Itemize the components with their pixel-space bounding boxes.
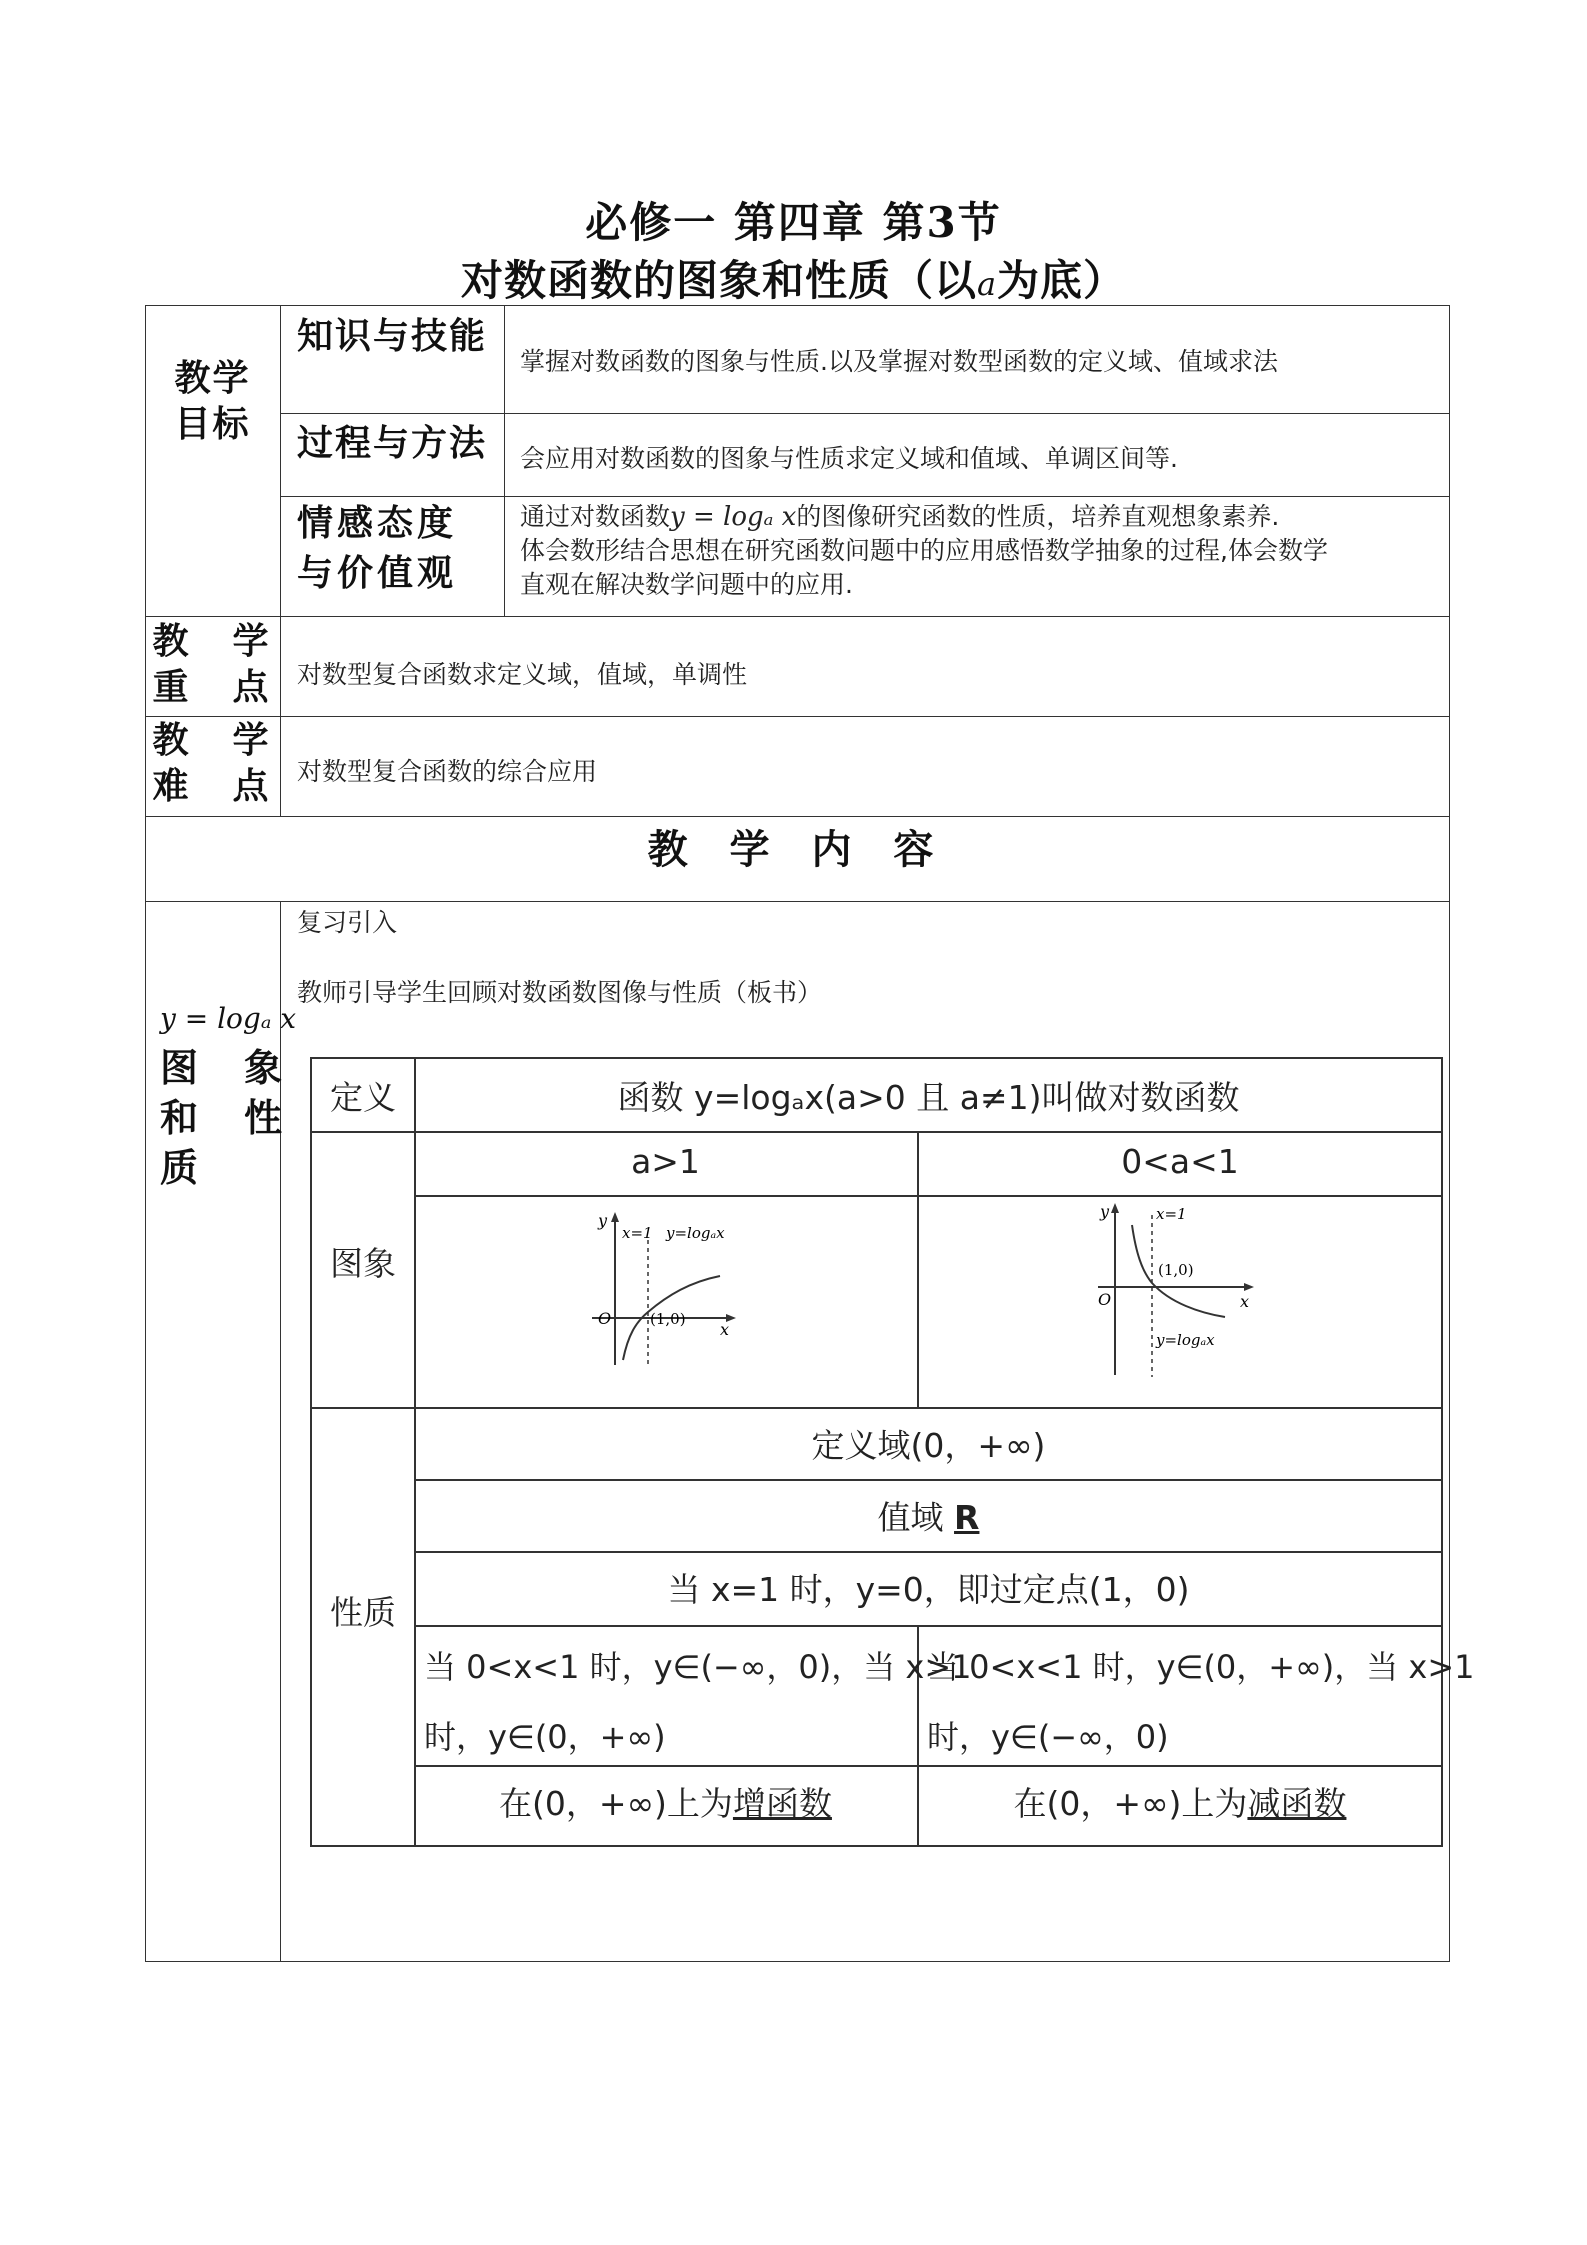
difficulty-text: 对数型复合函数的综合应用 [297, 757, 598, 786]
case-a-lt-1: 0<a<1 [1121, 1142, 1239, 1181]
graph1-vline-label: x=1 [622, 1224, 653, 1242]
graph2-vline-label: x=1 [1156, 1205, 1187, 1223]
graph2-x-arrow [1244, 1283, 1254, 1291]
board-line-4 [414, 1479, 1443, 1481]
subtitle-prefix: 对数函数的图象和性质（以 [460, 256, 977, 305]
range-text [414, 1492, 1443, 1539]
emotion-formula: y = logₐ x [670, 502, 797, 532]
graph1-curve-label: y=logₐx [666, 1224, 725, 1242]
section-label [160, 1043, 286, 1193]
difficulty-label [145, 717, 280, 809]
graph1-y-label: y [598, 1211, 608, 1230]
graph2-x-label: x [1240, 1292, 1250, 1311]
row-line-b [280, 496, 1450, 497]
fixed-point-text: 当 x=1 时，y=0，即过定点(1，0) [667, 1570, 1190, 1609]
graph2-point-label: (1,0) [1158, 1261, 1194, 1279]
emotion-text1-suffix: 的图像研究函数的性质，培养直观想象素养. [796, 502, 1280, 531]
emotion-label-line1: 情感态度 [297, 502, 458, 544]
prop2-line1: 当 0<x<1 时，y∈(0，+∞)，当 x>1 [927, 1648, 1475, 1686]
mono2-value: 减函数 [1247, 1784, 1347, 1823]
col-divider-2 [504, 305, 505, 616]
case-a-gt-1: a>1 [631, 1142, 700, 1181]
board-line-6 [414, 1625, 1443, 1627]
prop1-text [424, 1632, 972, 1772]
knowledge-label: 知识与技能 [297, 315, 488, 357]
content-header: 教 学 内 容 [647, 826, 948, 873]
focus-label-line1: 教 学 [152, 620, 273, 662]
domain-text: 定义域(0，+∞) [811, 1426, 1046, 1465]
process-label: 过程与方法 [297, 422, 488, 464]
graph2-y-label: y [1100, 1202, 1110, 1221]
goals-label [145, 355, 280, 447]
process-text: 会应用对数函数的图象与性质求定义域和值域、单调区间等. [520, 444, 1178, 473]
section-formula: y = logₐ x [160, 1002, 297, 1035]
row-line-c [145, 616, 1450, 617]
graph1-origin: O [598, 1309, 612, 1328]
graph1-x-label: x [720, 1320, 730, 1339]
def-text: 函数 y=logₐx(a>0 且 a≠1)叫做对数函数 [617, 1078, 1240, 1117]
mono1-prefix: 在(0，+∞)上为 [499, 1784, 733, 1823]
row-line-f [145, 901, 1450, 902]
prop-label: 性质 [330, 1593, 396, 1632]
subtitle-var: a [976, 265, 998, 303]
prop1-line2: 时，y∈(0，+∞) [424, 1718, 666, 1756]
row-line-a [280, 413, 1450, 414]
graph2-curve-label: y=logₐx [1156, 1331, 1215, 1349]
emotion-label [297, 498, 457, 598]
range-prefix: 值域 [877, 1498, 955, 1537]
section-label-line3: 质 [160, 1145, 203, 1190]
graph1-y-arrow [611, 1212, 619, 1222]
mono1-value: 增函数 [732, 1784, 832, 1823]
emotion-label-line2: 与价值观 [297, 552, 458, 594]
board-line-3 [310, 1407, 1443, 1409]
graph-decreasing [1090, 1195, 1270, 1385]
graph2-y-arrow [1111, 1203, 1119, 1213]
focus-text: 对数型复合函数求定义域，值域，单调性 [297, 660, 748, 689]
row-line-e [145, 816, 1450, 817]
page-subtitle [0, 248, 1587, 308]
page-title: 必修一 第四章 第3节 [585, 198, 1002, 247]
range-value: R [954, 1498, 980, 1537]
difficulty-label-line2: 难 点 [152, 765, 273, 807]
knowledge-text: 掌握对数函数的图象与性质.以及掌握对数型函数的定义域、值域求法 [520, 347, 1278, 376]
prop2-text [927, 1632, 1475, 1772]
board-line-1 [310, 1131, 1443, 1133]
difficulty-label-line1: 教 学 [152, 719, 273, 761]
guide-text: 教师引导学生回顾对数函数图像与性质（板书） [297, 978, 823, 1007]
emotion-text [520, 500, 1440, 602]
subtitle-suffix: 为底） [997, 256, 1127, 305]
graph2-origin: O [1098, 1290, 1112, 1309]
row-line-d [145, 716, 1450, 717]
graph1-point-label: (1,0) [650, 1310, 686, 1328]
board-line-5 [414, 1551, 1443, 1553]
def-label: 定义 [330, 1078, 396, 1117]
emotion-text1-prefix: 通过对数函数 [520, 502, 671, 531]
mono-decreasing [917, 1778, 1443, 1825]
prop1-line1: 当 0<x<1 时，y∈(−∞，0)，当 x>1 [424, 1648, 972, 1686]
section-label-line2: 和 性 [160, 1095, 287, 1140]
emotion-text-line3: 直观在解决数学问题中的应用. [520, 570, 853, 599]
graph-increasing [570, 1200, 750, 1370]
goals-label-line1: 教学 [174, 357, 251, 399]
col-divider-1 [280, 305, 281, 816]
goals-label-line2: 目标 [174, 403, 251, 445]
mono-increasing [414, 1778, 917, 1825]
focus-label [145, 618, 280, 710]
mono2-prefix: 在(0，+∞)上为 [1013, 1784, 1248, 1823]
focus-label-line2: 重 点 [152, 666, 273, 708]
emotion-text-line2: 体会数形结合思想在研究函数问题中的应用感悟数学抽象的过程,体会数学 [520, 536, 1328, 565]
emotion-text-line1 [520, 500, 1440, 534]
review-text: 复习引入 [297, 908, 398, 937]
board-line-2 [414, 1195, 1443, 1197]
prop2-line2: 时，y∈(−∞，0) [927, 1718, 1169, 1756]
graph-label: 图象 [330, 1244, 396, 1283]
section-label-line1: 图 象 [160, 1045, 287, 1090]
